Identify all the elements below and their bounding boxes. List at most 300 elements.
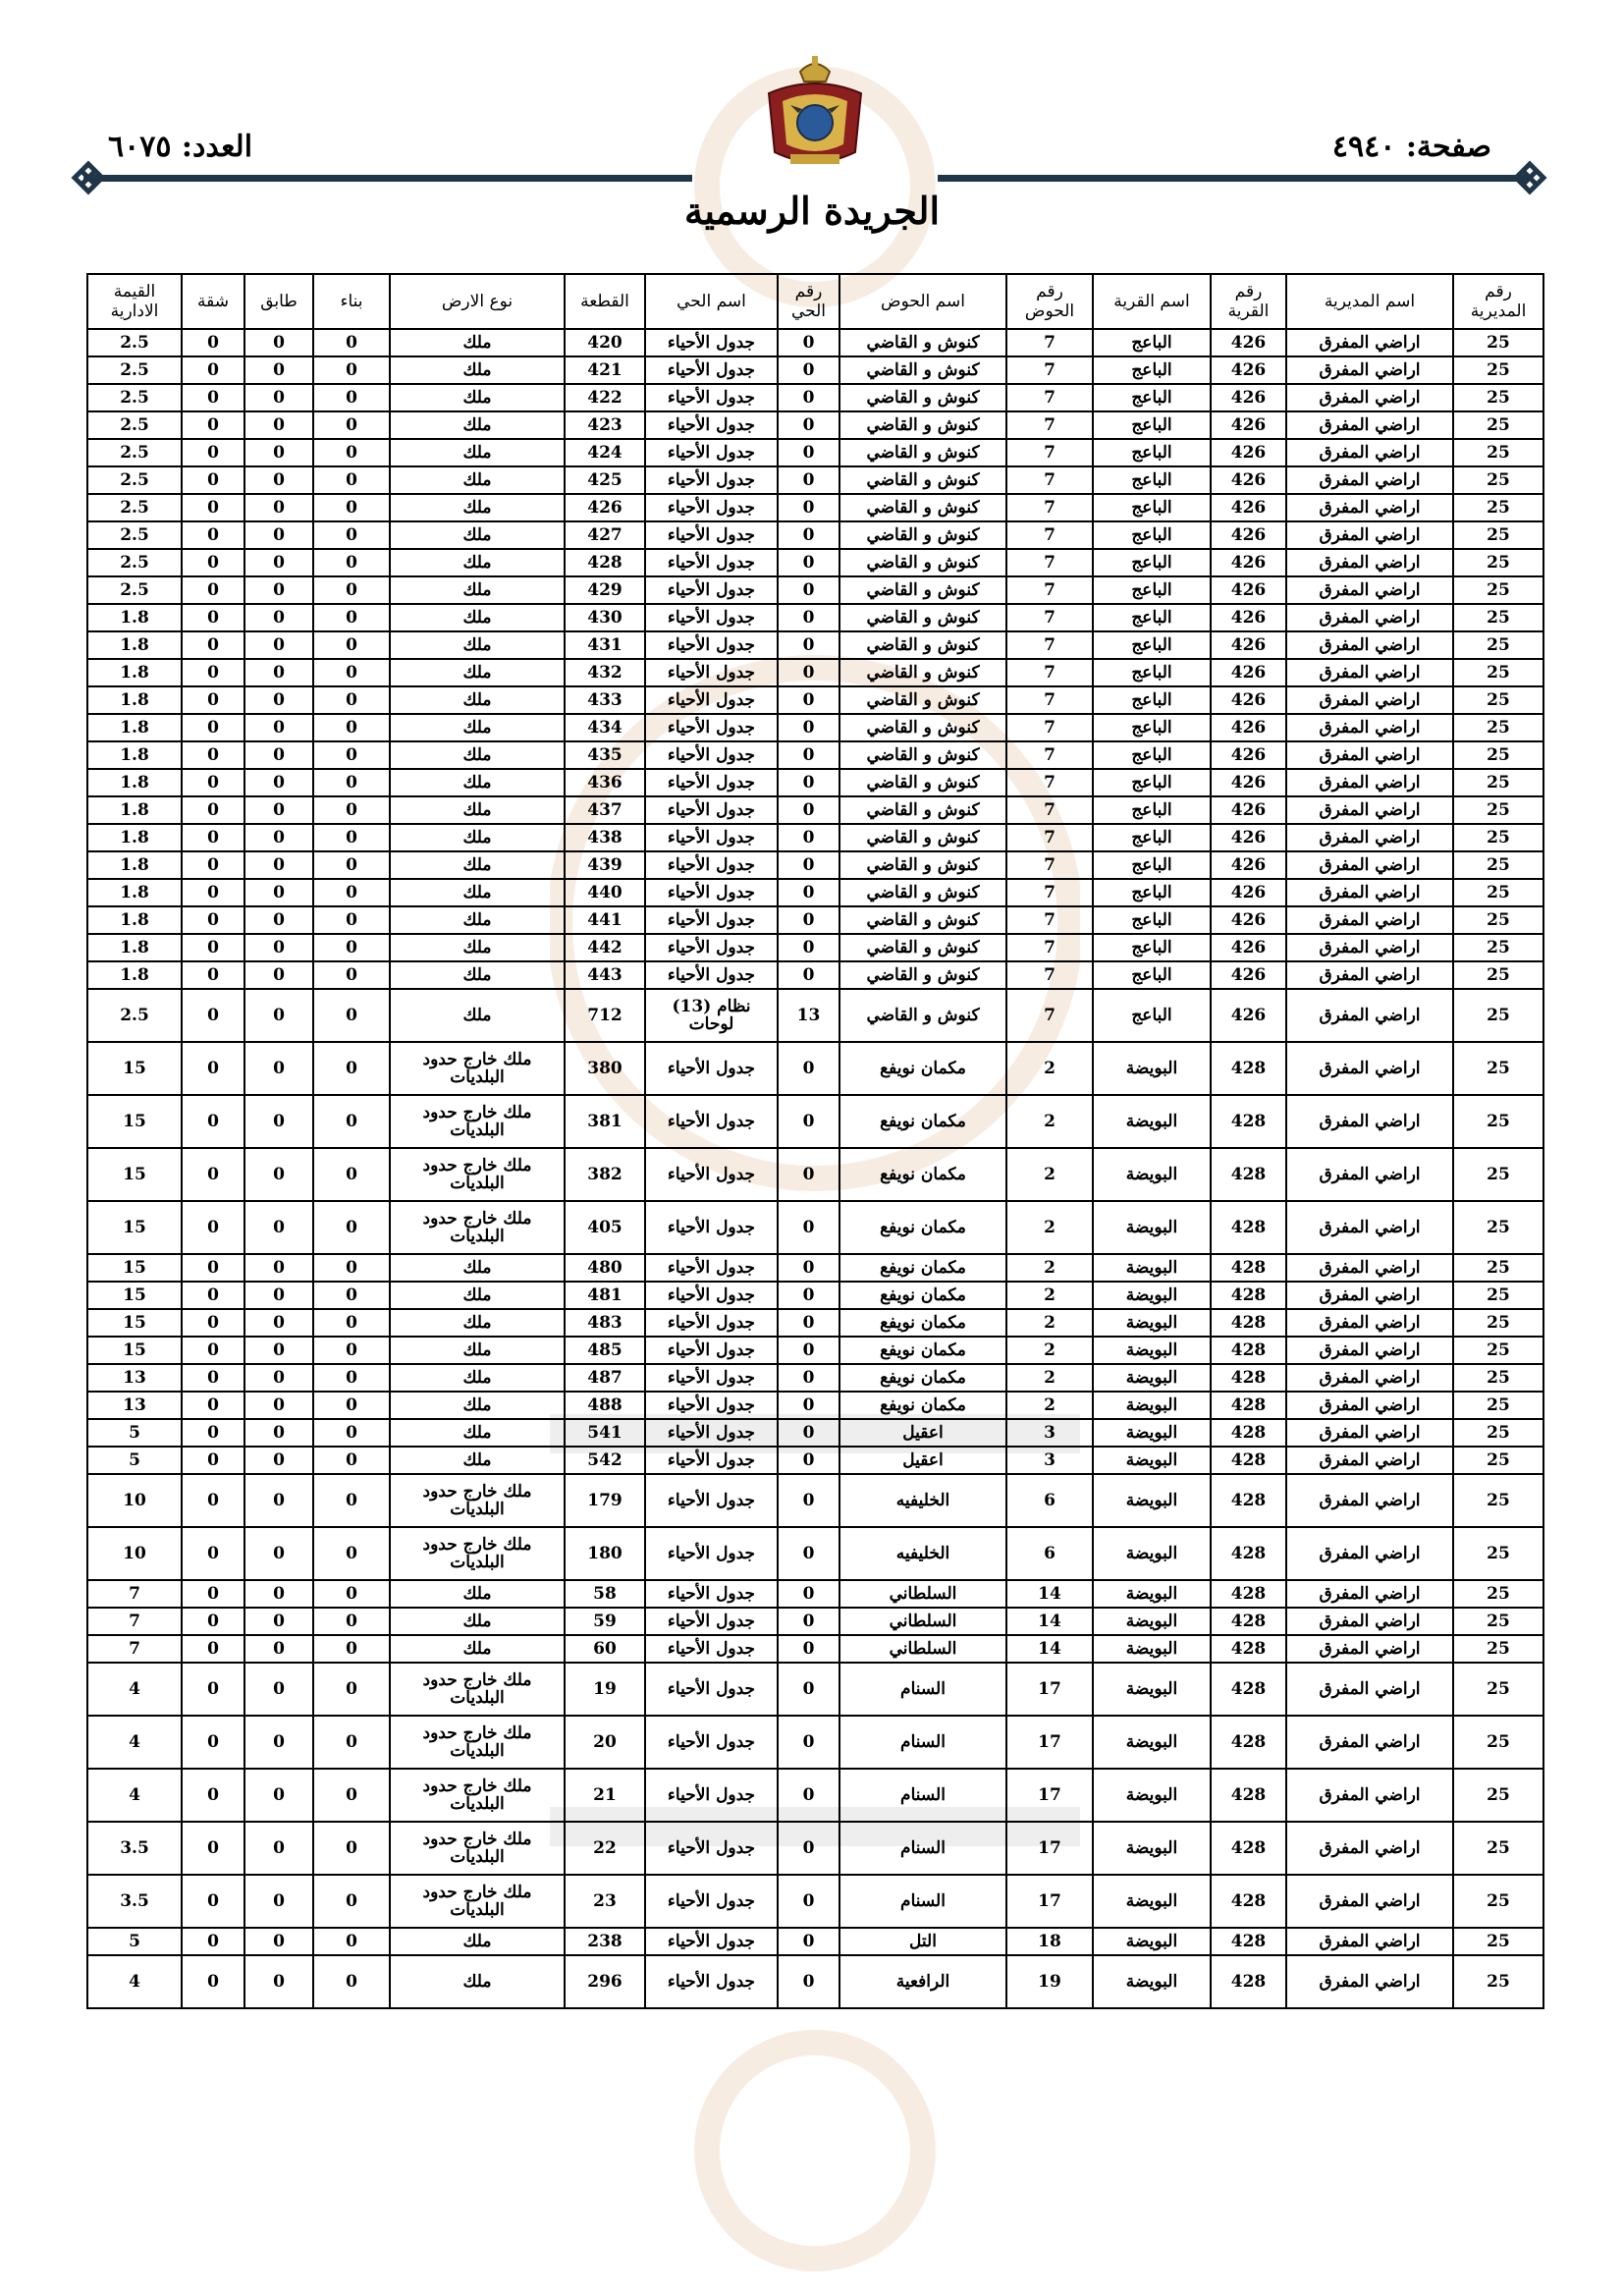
table-cell: 426 [1211, 439, 1286, 466]
table-cell: الباعج [1093, 411, 1211, 439]
table-cell: 0 [182, 1364, 244, 1392]
table-cell: ملك [390, 411, 565, 439]
table-row [87, 1392, 1543, 1419]
table-cell: 15 [87, 1042, 182, 1095]
table-cell: 0 [244, 1282, 313, 1309]
table-cell: 25 [1453, 1527, 1543, 1580]
table-cell: 0 [244, 741, 313, 769]
table-cell: 7 [1006, 989, 1093, 1042]
table-cell: كنوش و القاضي [839, 466, 1006, 494]
table-cell: 1.8 [87, 851, 182, 879]
table-cell: 0 [244, 1419, 313, 1447]
table-cell: ملك [390, 1392, 565, 1419]
table-cell: كنوش و القاضي [839, 329, 1006, 356]
table-cell: اراضي المفرق [1286, 1364, 1453, 1392]
table-row [87, 1580, 1543, 1608]
table-cell: اراضي المفرق [1286, 576, 1453, 604]
table-cell: 0 [313, 521, 390, 549]
table-cell: 0 [313, 494, 390, 521]
table-cell: 0 [778, 631, 839, 659]
table-row [87, 521, 1543, 549]
table-cell: 0 [182, 1580, 244, 1608]
table-cell: 0 [778, 1474, 839, 1527]
table-cell: اراضي المفرق [1286, 934, 1453, 961]
table-cell: 426 [1211, 576, 1286, 604]
table-row [87, 1769, 1543, 1822]
table-cell: 0 [778, 466, 839, 494]
table-cell: 0 [244, 796, 313, 824]
table-cell: 7 [87, 1608, 182, 1635]
table-cell: 17 [1006, 1663, 1093, 1716]
column-header: رقم القرية [1211, 274, 1286, 329]
table-cell: 429 [565, 576, 645, 604]
table-cell: ملك [390, 631, 565, 659]
table-cell: 25 [1453, 631, 1543, 659]
column-header: نوع الارض [390, 274, 565, 329]
table-cell: 25 [1453, 1392, 1543, 1419]
table-cell: ملك [390, 879, 565, 906]
table-cell: الباعج [1093, 824, 1211, 851]
table-cell: 25 [1453, 934, 1543, 961]
table-cell: مكمان نويفع [839, 1392, 1006, 1419]
table-cell: 712 [565, 989, 645, 1042]
table-cell: 0 [778, 769, 839, 796]
table-cell: اراضي المفرق [1286, 604, 1453, 631]
table-cell: 7 [1006, 576, 1093, 604]
table-body [87, 329, 1543, 2008]
table-cell: 19 [1006, 1955, 1093, 2008]
table-cell: 382 [565, 1148, 645, 1201]
table-cell: البويضة [1093, 1419, 1211, 1447]
table-cell: الخليفيه [839, 1527, 1006, 1580]
table-cell: السنام [839, 1769, 1006, 1822]
table-cell: كنوش و القاضي [839, 521, 1006, 549]
table-cell: 0 [182, 1474, 244, 1527]
table-cell: كنوش و القاضي [839, 659, 1006, 686]
column-header: شقة [182, 274, 244, 329]
table-cell: 426 [1211, 521, 1286, 549]
table-cell: ملك [390, 1928, 565, 1955]
table-cell: كنوش و القاضي [839, 879, 1006, 906]
table-cell: 0 [778, 1254, 839, 1282]
table-cell: 7 [1006, 604, 1093, 631]
table-cell: 0 [182, 466, 244, 494]
table-cell: 0 [313, 1419, 390, 1447]
table-cell: 7 [1006, 796, 1093, 824]
table-cell: 0 [778, 851, 839, 879]
table-cell: 0 [313, 1822, 390, 1875]
table-cell: كنوش و القاضي [839, 851, 1006, 879]
table-cell: ملك [390, 1608, 565, 1635]
table-cell: 58 [565, 1580, 645, 1608]
table-cell: 0 [778, 494, 839, 521]
table-cell: 425 [565, 466, 645, 494]
table-cell: ملك [390, 1337, 565, 1364]
table-cell: 0 [313, 1254, 390, 1282]
table-cell: ملك خارج حدود البلديات [390, 1527, 565, 1580]
table-cell: 1.8 [87, 741, 182, 769]
table-cell: جدول الأحياء [645, 521, 778, 549]
table-cell: كنوش و القاضي [839, 631, 1006, 659]
table-cell: ملك [390, 549, 565, 576]
table-cell: 17 [1006, 1822, 1093, 1875]
page-number: صفحة: ٤٩٤٠ [1331, 130, 1491, 164]
table-cell: 0 [313, 576, 390, 604]
table-cell: 426 [1211, 934, 1286, 961]
table-cell: مكمان نويفع [839, 1201, 1006, 1254]
table-cell: كنوش و القاضي [839, 906, 1006, 934]
table-cell: اراضي المفرق [1286, 1042, 1453, 1095]
table-row [87, 989, 1543, 1042]
table-row [87, 1254, 1543, 1282]
table-cell: 0 [244, 824, 313, 851]
table-cell: 0 [182, 576, 244, 604]
table-cell: 0 [182, 329, 244, 356]
table-cell: 25 [1453, 961, 1543, 989]
table-cell: البويضة [1093, 1282, 1211, 1309]
table-cell: 25 [1453, 1447, 1543, 1474]
table-cell: ملك [390, 1282, 565, 1309]
table-cell: الباعج [1093, 604, 1211, 631]
table-cell: جدول الأحياء [645, 1095, 778, 1148]
table-cell: اراضي المفرق [1286, 521, 1453, 549]
table-cell: ملك [390, 521, 565, 549]
table-cell: 0 [182, 1822, 244, 1875]
table-cell: 25 [1453, 1875, 1543, 1928]
table-cell: اراضي المفرق [1286, 879, 1453, 906]
table-cell: 0 [313, 439, 390, 466]
table-cell: جدول الأحياء [645, 329, 778, 356]
table-cell: مكمان نويفع [839, 1282, 1006, 1309]
table-cell: 0 [313, 1955, 390, 2008]
table-cell: 0 [313, 824, 390, 851]
table-cell: 428 [565, 549, 645, 576]
column-header: اسم الحوض [839, 274, 1006, 329]
table-cell: 0 [313, 1042, 390, 1095]
column-header: اسم القرية [1093, 274, 1211, 329]
table-row [87, 1527, 1543, 1580]
table-cell: اراضي المفرق [1286, 329, 1453, 356]
table-cell: 0 [778, 1095, 839, 1148]
table-cell: 7 [1006, 356, 1093, 384]
table-cell: 426 [1211, 989, 1286, 1042]
column-header: بناء [313, 274, 390, 329]
table-cell: 0 [244, 576, 313, 604]
table-cell: 426 [1211, 604, 1286, 631]
table-cell: 428 [1211, 1580, 1286, 1608]
table-cell: البويضة [1093, 1716, 1211, 1769]
table-cell: 25 [1453, 1337, 1543, 1364]
table-cell: 485 [565, 1337, 645, 1364]
table-cell: 0 [182, 439, 244, 466]
table-cell: 2.5 [87, 466, 182, 494]
table-cell: 0 [778, 329, 839, 356]
table-cell: البويضة [1093, 1254, 1211, 1282]
table-cell: 0 [182, 1254, 244, 1282]
table-cell: اراضي المفرق [1286, 1148, 1453, 1201]
table-cell: جدول الأحياء [645, 549, 778, 576]
table-cell: 437 [565, 796, 645, 824]
table-cell: 0 [778, 686, 839, 714]
table-cell: 0 [244, 961, 313, 989]
table-cell: 7 [1006, 879, 1093, 906]
table-cell: ملك [390, 659, 565, 686]
table-row [87, 714, 1543, 741]
table-cell: البويضة [1093, 1955, 1211, 2008]
table-cell: البويضة [1093, 1580, 1211, 1608]
table-cell: مكمان نويفع [839, 1364, 1006, 1392]
table-cell: 0 [313, 411, 390, 439]
table-cell: 422 [565, 384, 645, 411]
table-cell: جدول الأحياء [645, 796, 778, 824]
table-cell: ملك [390, 1447, 565, 1474]
table-cell: 0 [313, 741, 390, 769]
table-row [87, 1608, 1543, 1635]
table-cell: جدول الأحياء [645, 384, 778, 411]
table-cell: 0 [182, 1309, 244, 1337]
table-cell: البويضة [1093, 1392, 1211, 1419]
table-cell: 18 [1006, 1928, 1093, 1955]
table-cell: 10 [87, 1474, 182, 1527]
table-cell: كنوش و القاضي [839, 769, 1006, 796]
table-cell: 25 [1453, 329, 1543, 356]
table-cell: 1.8 [87, 906, 182, 934]
table-cell: 15 [87, 1337, 182, 1364]
table-cell: 426 [1211, 466, 1286, 494]
table-cell: 440 [565, 879, 645, 906]
table-cell: جدول الأحياء [645, 1955, 778, 2008]
table-cell: ملك خارج حدود البلديات [390, 1716, 565, 1769]
table-cell: 0 [182, 631, 244, 659]
table-cell: اراضي المفرق [1286, 714, 1453, 741]
table-cell: 25 [1453, 1282, 1543, 1309]
table-cell: الباعج [1093, 494, 1211, 521]
column-header: اسم الحي [645, 274, 778, 329]
table-cell: اعقيل [839, 1419, 1006, 1447]
table-cell: 2.5 [87, 356, 182, 384]
table-cell: ملك [390, 384, 565, 411]
table-cell: 0 [182, 1095, 244, 1148]
table-cell: ملك خارج حدود البلديات [390, 1042, 565, 1095]
table-cell: الباعج [1093, 659, 1211, 686]
table-cell: 0 [313, 1769, 390, 1822]
table-cell: 443 [565, 961, 645, 989]
table-cell: 1.8 [87, 604, 182, 631]
table-cell: 25 [1453, 714, 1543, 741]
table-cell: 2 [1006, 1309, 1093, 1337]
table-cell: 0 [313, 879, 390, 906]
table-cell: 426 [1211, 769, 1286, 796]
table-cell: كنوش و القاضي [839, 356, 1006, 384]
table-cell: اراضي المفرق [1286, 686, 1453, 714]
table-cell: 7 [1006, 934, 1093, 961]
table-cell: 428 [1211, 1042, 1286, 1095]
table-cell: اراضي المفرق [1286, 1822, 1453, 1875]
table-cell: جدول الأحياء [645, 1822, 778, 1875]
table-cell: ملك [390, 329, 565, 356]
table-cell: 0 [778, 1309, 839, 1337]
table-cell: 25 [1453, 769, 1543, 796]
table-cell: 428 [1211, 1955, 1286, 2008]
table-cell: 7 [1006, 769, 1093, 796]
table-cell: 25 [1453, 1663, 1543, 1716]
table-cell: 0 [182, 741, 244, 769]
table-cell: ملك [390, 1309, 565, 1337]
table-cell: الباعج [1093, 576, 1211, 604]
table-cell: 17 [1006, 1716, 1093, 1769]
table-cell: 0 [244, 851, 313, 879]
table-cell: 2 [1006, 1392, 1093, 1419]
table-cell: 0 [244, 1254, 313, 1282]
table-cell: 1.8 [87, 796, 182, 824]
table-cell: 428 [1211, 1474, 1286, 1527]
table-row [87, 1663, 1543, 1716]
table-cell: 2.5 [87, 439, 182, 466]
table-cell: 15 [87, 1309, 182, 1337]
table-cell: 6 [1006, 1474, 1093, 1527]
table-cell: 428 [1211, 1822, 1286, 1875]
table-cell: 0 [244, 384, 313, 411]
table-cell: جدول الأحياء [645, 1392, 778, 1419]
table-cell: الباعج [1093, 466, 1211, 494]
table-cell: ملك [390, 824, 565, 851]
table-cell: 0 [244, 1447, 313, 1474]
table-cell: 0 [244, 466, 313, 494]
table-cell: الباعج [1093, 549, 1211, 576]
table-cell: 20 [565, 1716, 645, 1769]
table-cell: اراضي المفرق [1286, 1663, 1453, 1716]
table-cell: 0 [313, 1635, 390, 1663]
table-cell: ملك [390, 1635, 565, 1663]
table-cell: كنوش و القاضي [839, 686, 1006, 714]
table-cell: 7 [1006, 466, 1093, 494]
table-cell: 0 [313, 686, 390, 714]
table-cell: جدول الأحياء [645, 494, 778, 521]
table-cell: جدول الأحياء [645, 1254, 778, 1282]
table-cell: ملك [390, 1580, 565, 1608]
table-cell: 0 [182, 1928, 244, 1955]
table-cell: 14 [1006, 1608, 1093, 1635]
table-cell: 7 [1006, 329, 1093, 356]
table-cell: 0 [313, 1716, 390, 1769]
table-cell: 428 [1211, 1201, 1286, 1254]
table-cell: 428 [1211, 1716, 1286, 1769]
table-cell: البويضة [1093, 1095, 1211, 1148]
table-cell: 0 [182, 796, 244, 824]
table-cell: الباعج [1093, 769, 1211, 796]
table-cell: 5 [87, 1928, 182, 1955]
table-cell: 7 [1006, 686, 1093, 714]
table-cell: 432 [565, 659, 645, 686]
table-cell: 25 [1453, 906, 1543, 934]
table-cell: 541 [565, 1419, 645, 1447]
table-cell: 25 [1453, 384, 1543, 411]
table-cell: 15 [87, 1282, 182, 1309]
table-cell: كنوش و القاضي [839, 549, 1006, 576]
table-cell: 0 [182, 1337, 244, 1364]
table-cell: 0 [182, 851, 244, 879]
table-cell: اراضي المفرق [1286, 741, 1453, 769]
table-cell: 0 [313, 1337, 390, 1364]
table-cell: ملك [390, 796, 565, 824]
table-row [87, 1635, 1543, 1663]
table-cell: كنوش و القاضي [839, 824, 1006, 851]
table-cell: 0 [244, 604, 313, 631]
table-cell: 0 [244, 494, 313, 521]
table-cell: 426 [1211, 741, 1286, 769]
table-cell: 25 [1453, 411, 1543, 439]
table-cell: 14 [1006, 1580, 1093, 1608]
table-cell: 0 [182, 1955, 244, 2008]
table-cell: ملك [390, 741, 565, 769]
table-cell: اراضي المفرق [1286, 824, 1453, 851]
table-cell: 380 [565, 1042, 645, 1095]
table-cell: جدول الأحياء [645, 1474, 778, 1527]
table-cell: 0 [313, 631, 390, 659]
table-cell: 25 [1453, 686, 1543, 714]
table-cell: اراضي المفرق [1286, 411, 1453, 439]
table-cell: 25 [1453, 1148, 1543, 1201]
table-cell: 0 [313, 1392, 390, 1419]
table-cell: 25 [1453, 1309, 1543, 1337]
table-cell: 0 [313, 1364, 390, 1392]
table-cell: 5 [87, 1447, 182, 1474]
table-cell: 180 [565, 1527, 645, 1580]
table-cell: 0 [778, 1580, 839, 1608]
table-cell: 0 [182, 411, 244, 439]
table-cell: البويضة [1093, 1608, 1211, 1635]
table-cell: 60 [565, 1635, 645, 1663]
table-cell: 426 [1211, 686, 1286, 714]
table-cell: مكمان نويفع [839, 1337, 1006, 1364]
table-cell: 7 [1006, 494, 1093, 521]
table-cell: 25 [1453, 1635, 1543, 1663]
table-cell: 0 [778, 576, 839, 604]
table-cell: 435 [565, 741, 645, 769]
table-cell: 14 [1006, 1635, 1093, 1663]
table-cell: 2.5 [87, 329, 182, 356]
table-cell: 428 [1211, 1769, 1286, 1822]
table-cell: ملك خارج حدود البلديات [390, 1663, 565, 1716]
table-cell: 0 [313, 1282, 390, 1309]
table-cell: 25 [1453, 494, 1543, 521]
table-cell: 0 [244, 1580, 313, 1608]
table-cell: 2.5 [87, 549, 182, 576]
table-cell: 405 [565, 1201, 645, 1254]
table-cell: 0 [313, 1095, 390, 1148]
table-cell: اراضي المفرق [1286, 1201, 1453, 1254]
table-row [87, 1928, 1543, 1955]
table-cell: السنام [839, 1663, 1006, 1716]
table-cell: 7 [1006, 851, 1093, 879]
table-cell: 296 [565, 1955, 645, 2008]
table-cell: الخليفيه [839, 1474, 1006, 1527]
table-cell: 0 [778, 1419, 839, 1447]
table-cell: 428 [1211, 1527, 1286, 1580]
table-cell: 25 [1453, 1474, 1543, 1527]
table-cell: 2 [1006, 1095, 1093, 1148]
table-cell: 0 [182, 1716, 244, 1769]
table-cell: جدول الأحياء [645, 879, 778, 906]
table-cell: 0 [182, 686, 244, 714]
table-cell: 0 [778, 1955, 839, 2008]
table-cell: 0 [244, 356, 313, 384]
table-cell: 2 [1006, 1337, 1093, 1364]
table-cell: جدول الأحياء [645, 851, 778, 879]
table-cell: اراضي المفرق [1286, 1095, 1453, 1148]
table-cell: 0 [244, 769, 313, 796]
table-row [87, 1875, 1543, 1928]
